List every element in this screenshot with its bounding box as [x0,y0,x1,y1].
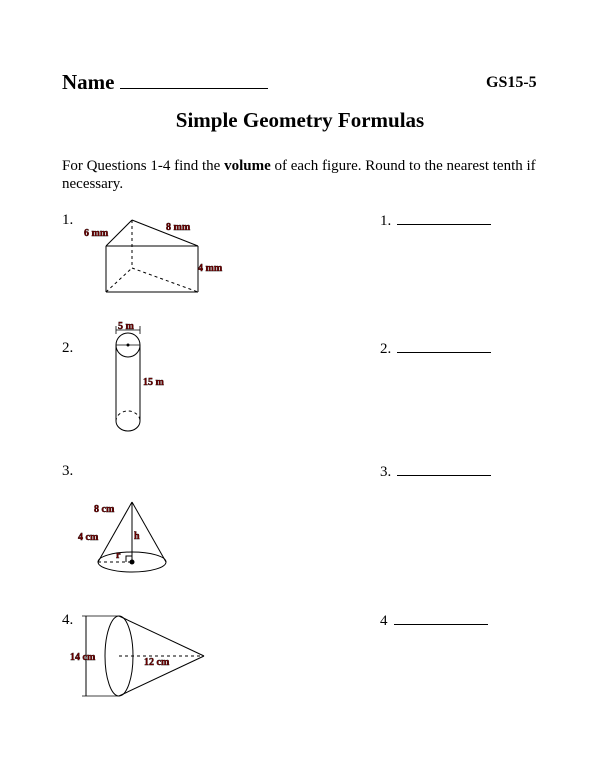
figure-1-label-c: 4 mm [198,263,223,274]
answer-3-label: 3. [380,464,392,480]
question-3-number: 3. [62,463,74,479]
figure-2-center-dot [127,344,130,347]
instructions-before: For Questions 1-4 find the [62,158,225,174]
figure-2-label-b: 15 m [143,377,164,388]
figure-1-label-a: 6 mm [84,228,109,239]
figure-2-label-a: 5 m [118,321,134,332]
answer-2-label: 2. [380,341,392,357]
figure-3-label-b: 4 cm [78,532,99,543]
question-2-number: 2. [62,340,74,356]
figure-1-label-b: 8 mm [166,222,191,233]
page-title: Simple Geometry Formulas [175,108,425,132]
answer-1-label: 1. [380,213,392,229]
figure-2-cylinder [116,326,140,431]
figure-3-label-a: 8 cm [94,504,115,515]
answer-4-label: 4 [380,613,388,629]
figure-3-center-dot [130,560,135,565]
figure-4-label-b: 12 cm [144,657,170,668]
figure-3-label-c: h [134,531,140,542]
figure-3-label-d: r [116,550,121,561]
question-1-number: 1. [62,212,74,228]
instructions-bold: volume [224,158,271,174]
instructions-after: of each figure. Round to the nearest tenth if necessary. [62,158,536,192]
figure-4-label-a: 14 cm [70,652,96,663]
name-label: Name [62,70,115,94]
question-4-number: 4. [62,612,74,628]
figure-4-cone [82,616,204,696]
worksheet-code: GS15-5 [486,74,537,91]
